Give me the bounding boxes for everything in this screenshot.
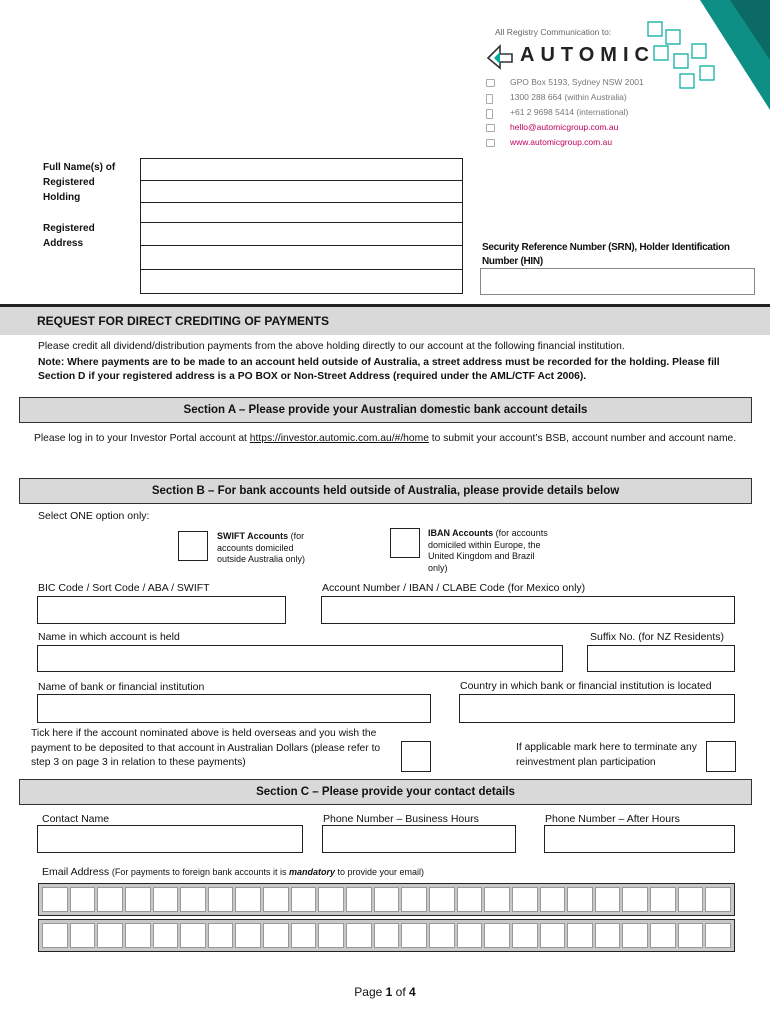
full-name-line-2[interactable] <box>140 180 463 203</box>
bic-label: BIC Code / Sort Code / ABA / SWIFT <box>38 582 210 594</box>
overseas-aud-checkbox[interactable] <box>401 741 431 772</box>
page-number: Page 1 of 4 <box>354 985 416 999</box>
address-line-3[interactable] <box>140 269 463 294</box>
full-name-line-1[interactable] <box>140 158 463 181</box>
section-a-text: Please log in to your Investor Portal account at https://investor.automic.com.au/#/home to submit your account’s BSB, account number and account name. <box>34 433 737 444</box>
address-label: Registered Address <box>43 223 95 249</box>
registry-comm-label: All Registry Communication to: <box>495 27 612 37</box>
corner-pattern-graphic <box>640 0 770 110</box>
brand-name: AUTOMIC <box>520 44 655 66</box>
bank-name-input[interactable] <box>37 694 431 723</box>
note-text: Note: Where payments are to be made to an account held outside of Australia, a street address must be recorded for the holding. Please fill Section D if your registered address is a PO BOX or Non-Street Address (required under the AML/CTF Act 2006). <box>38 357 720 382</box>
address-line-2[interactable] <box>140 245 463 270</box>
contact-name-label: Contact Name <box>42 813 110 825</box>
srn-label: Security Reference Number (SRN), Holder Identification Number (HIN) <box>482 242 730 267</box>
phone-business-label: Phone Number – Business Hours <box>323 813 479 825</box>
full-name-line-3[interactable] <box>140 202 463 223</box>
email-label: Email Address (For payments to foreign bank accounts it is mandatory to provide your email) <box>42 866 425 878</box>
phone-icon <box>486 94 493 104</box>
contact-website[interactable]: www.automicgroup.com.au <box>510 137 613 147</box>
select-one-label: Select ONE option only: <box>38 510 150 522</box>
contact-email[interactable]: hello@automicgroup.com.au <box>510 122 619 132</box>
bank-name-label: Name of bank or financial institution <box>38 681 205 693</box>
section-a-heading: Section A – Please provide your Australian domestic bank account details <box>19 397 752 423</box>
account-number-input[interactable] <box>321 596 735 624</box>
email-box-row-1[interactable] <box>38 883 735 916</box>
bank-country-label: Country in which bank or financial institution is located <box>460 680 712 692</box>
full-name-label: Full Name(s) of Registered Holding <box>43 162 116 203</box>
swift-option-label: SWIFT Accounts (for accounts domiciled outside Australia only) <box>217 531 306 564</box>
section-c-heading: Section C – Please provide your contact details <box>19 779 752 805</box>
contact-name-input[interactable] <box>37 825 303 853</box>
intro-text: Please credit all dividend/distribution payments from the above holding directly to our account at the following financial institution. <box>38 341 625 352</box>
address-line-1[interactable] <box>140 222 463 246</box>
account-name-label: Name in which account is held <box>38 631 180 643</box>
suffix-input[interactable] <box>587 645 735 672</box>
srn-input[interactable] <box>480 268 755 295</box>
iban-option-label: IBAN Accounts (for accounts domiciled within Europe, the United Kingdom and Brazil only) <box>428 528 548 573</box>
phone-after-input[interactable] <box>544 825 735 853</box>
page-title: REQUEST FOR DIRECT CREDITING OF PAYMENTS <box>37 314 330 328</box>
account-name-input[interactable] <box>37 645 563 672</box>
section-b-heading: Section B – For bank accounts held outside of Australia, please provide details below <box>19 478 752 504</box>
iban-checkbox[interactable] <box>390 528 420 558</box>
automic-logo-icon <box>486 44 514 70</box>
bic-input[interactable] <box>37 596 286 624</box>
email-box-row-2[interactable] <box>38 919 735 952</box>
swift-checkbox[interactable] <box>178 531 208 561</box>
bank-country-input[interactable] <box>459 694 735 723</box>
overseas-tick-text: Tick here if the account nominated above is held overseas and you wish the payment to be deposited to that account in Australian Dollars (please refer to step 3 on page 3 in relation to these payments) <box>31 728 381 768</box>
suffix-label: Suffix No. (for NZ Residents) <box>590 631 725 643</box>
envelope-icon <box>486 79 495 87</box>
contact-address: GPO Box 5193, Sydney NSW 2001 <box>510 77 644 87</box>
phone-intl-icon <box>486 109 493 119</box>
contact-phone: 1300 288 664 (within Australia) <box>510 92 627 102</box>
web-icon <box>486 139 495 147</box>
investor-portal-link[interactable]: https://investor.automic.com.au/#/home <box>249 433 429 444</box>
email-icon <box>486 124 495 132</box>
phone-after-label: Phone Number – After Hours <box>545 813 680 825</box>
terminate-reinvest-checkbox[interactable] <box>706 741 736 772</box>
contact-phone-intl: +61 2 9698 5414 (international) <box>510 107 629 117</box>
reinvest-tick-text: If applicable mark here to terminate any reinvestment plan participation <box>516 742 697 768</box>
account-number-label: Account Number / IBAN / CLABE Code (for Mexico only) <box>322 582 586 594</box>
phone-business-input[interactable] <box>322 825 516 853</box>
